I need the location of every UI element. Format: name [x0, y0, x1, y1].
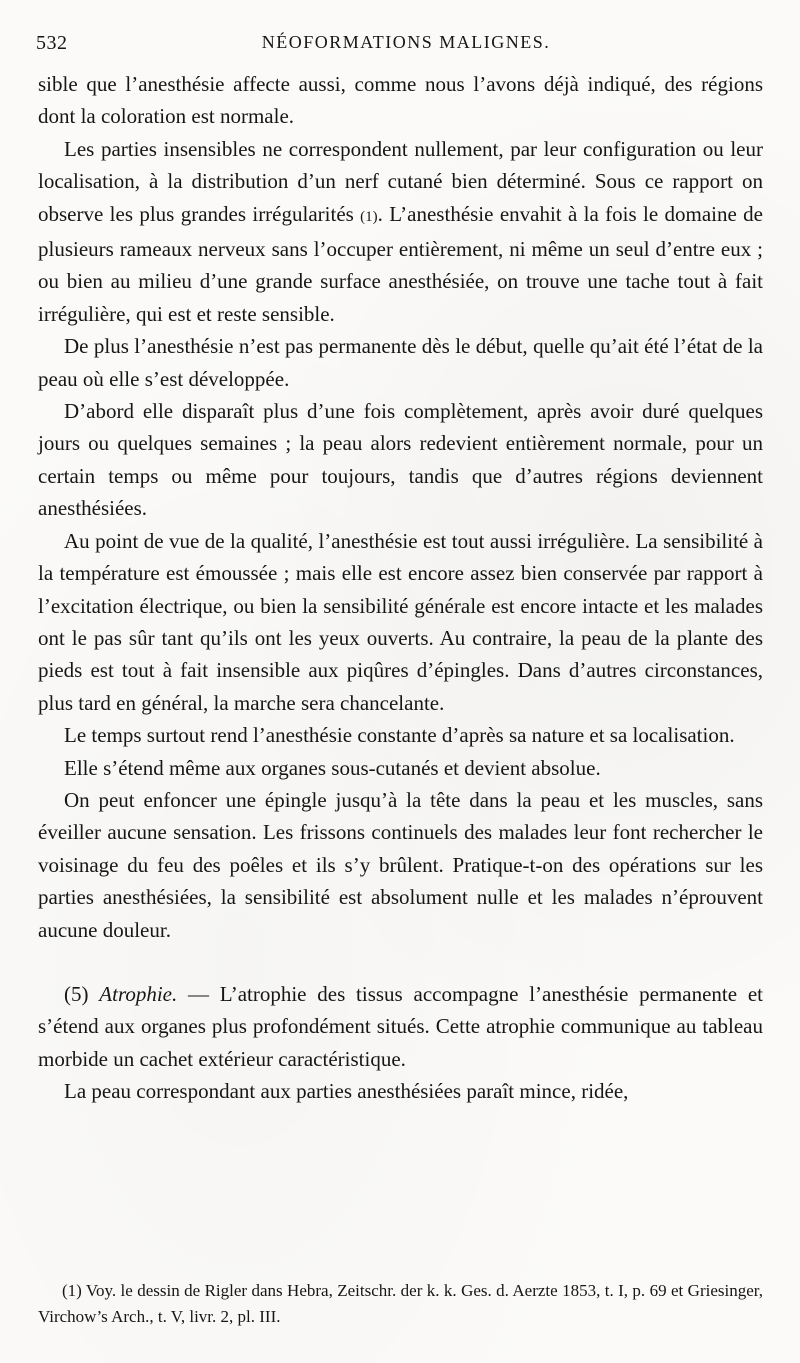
section-heading: Atrophie. [99, 981, 178, 1006]
paragraph-disappears: D’abord elle disparaît plus d’une fois complètement, après avoir duré quelques jours ou quelques semaines ; la peau alors redevient entièrement normale, pour un certain temps ou même pour toujours, tandis que d’autres régions deviennent anesthésiées. [38, 399, 763, 521]
running-title: NÉOFORMATIONS MALIGNES. [261, 32, 551, 52]
paragraph-continuation: sible que l’anesthésie affecte aussi, comme nous l’avons déjà indiqué, des régions dont la coloration est normale. [38, 72, 763, 129]
paragraph-subcutaneous: Elle s’étend même aux organes sous-cutanés et devient absolue. [64, 755, 601, 780]
paragraph-time: Le temps surtout rend l’anesthésie constante d’après sa nature et sa localisation. [64, 723, 735, 748]
footnote-text: Voy. le dessin de Rigler dans Hebra, Zeitschr. der k. k. Ges. d. Aerzte 1853, t. I, p. 69 et Griesinger, Virchow’s Arch., t. V, livr. 2, pl. III. [38, 1281, 763, 1326]
section-number: (5) [64, 981, 89, 1006]
footnote-1 [38, 1278, 763, 1330]
footnote-marker: (1) [62, 1281, 82, 1300]
paragraph-not-permanent: De plus l’anesthésie n’est pas permanente dès le début, quelle qu’ait été l’état de la peau où elle s’est développée. [38, 334, 763, 391]
page-header [36, 32, 776, 60]
section-atrophy: (5) Atrophie. — L’atrophie des tissus accompagne l’anesthésie permanente et s’étend aux organes plus profondément situés. Cette atrophie communique au tableau morbide un cachet extérieur caractéristique. [38, 981, 763, 1071]
page-number: 532 [36, 32, 68, 54]
paragraph-quality: Au point de vue de la qualité, l’anesthésie est tout aussi irrégulière. La sensibilité à la température est émoussée ; mais elle est encore assez bien conservée par rapport à l’excitation électrique, ou bien la sensibilité générale est encore intacte et les malades ont le pas sûr tant qu’ils ont les yeux ouverts. Au contraire, la peau de la plante des pieds est tout à fait insensible aux piqûres d’épingles. Dans d’autres circonstances, plus tard en général, la marche sera chancelante. [38, 528, 763, 715]
footnotes [38, 1278, 763, 1330]
paragraph-insensible-parts: Les parties insensibles ne correspondent nullement, par leur configuration ou leur localisation, à la distribution d’un nerf cutané bien déterminé. Sous ce rapport on observe les plus grandes irrégularités (1). L’anesthésie envahit à la fois le domaine de plusieurs rameaux nerveux sans l’occuper entièrement, ni même un seul d’entre eux ; ou bien au milieu d’une grande surface anesthésiée, on trouve une tache tout à fait irrégulière, qui est et reste sensible. [38, 136, 764, 326]
body-text [38, 68, 763, 1108]
paragraph-pin-test: On peut enfoncer une épingle jusqu’à la tête dans la peau et les muscles, sans éveiller aucune sensation. Les frissons continuels des malades leur font rechercher le voisinage du feu des poêles et ils s’y brûlent. Pratique-t-on des opérations sur les parties anesthésiées, la sensibilité est absolument nulle et les malades n’éprouvent aucune douleur. [38, 787, 763, 942]
footnote-reference: (1) [360, 208, 378, 225]
paragraph-skin: La peau correspondant aux parties anesthésiées paraît mince, ridée, [64, 1079, 629, 1104]
